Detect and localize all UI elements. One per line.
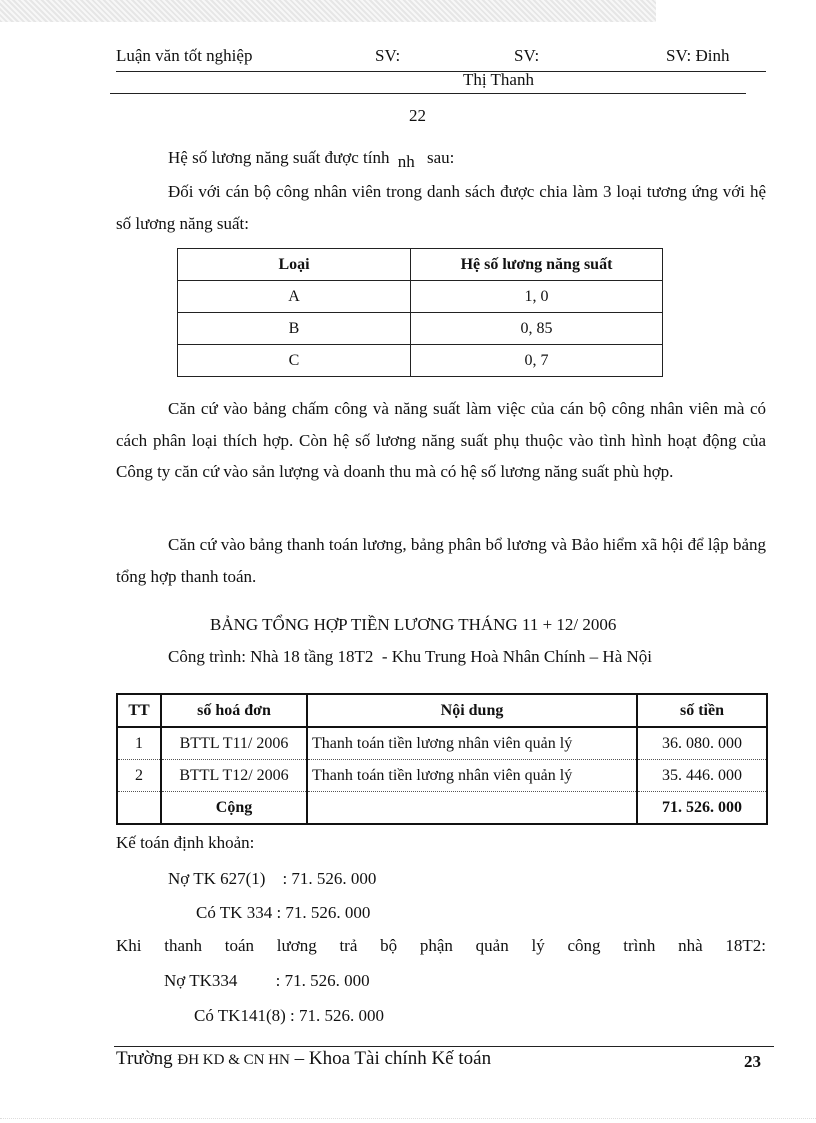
top-scan-band [0, 0, 656, 22]
summary-header-tt: TT [117, 694, 161, 727]
bottom-dotted-line [0, 1118, 816, 1119]
entry-khi-line: Khi thanh toán lương trả bộ phận quản lý công trình nhà 18T2: [116, 936, 766, 955]
coef-header-loai: Loại [178, 249, 411, 281]
summary-table [116, 693, 768, 825]
footer-page-number: 23 [744, 1052, 761, 1071]
footer-school-b: ĐH KD & CN HN [177, 1052, 290, 1068]
table-row [178, 281, 663, 313]
row-tt: 2 [117, 760, 161, 792]
coefficient-table [177, 248, 663, 377]
intro-line-1 [168, 148, 455, 171]
header-sv-3: SV: Đinh [666, 46, 730, 65]
total-label: Cộng [161, 792, 307, 825]
summary-subtitle: Công trình: Nhà 18 tầng 18T2 - Khu Trung Hoà Nhân Chính – Hà Nội [168, 647, 653, 666]
header-rule-bottom [110, 93, 746, 94]
entry-credit-2: Có TK141(8) : 71. 526. 000 [194, 1006, 384, 1025]
summary-header-amount: số tiền [637, 694, 767, 727]
row-invoice: BTTL T11/ 2006 [161, 727, 307, 760]
coef-value: 0, 85 [411, 313, 663, 345]
header-title: Luận văn tốt nghiệp [116, 46, 253, 65]
summary-total-row [117, 792, 767, 825]
coef-type: B [178, 313, 411, 345]
intro-text-a: Hệ số lương năng suất được tính [168, 148, 390, 167]
header-rule-top [116, 71, 766, 72]
coef-type: A [178, 281, 411, 313]
paragraph-2: Căn cứ vào bảng thanh toán lương, bảng phân bổ lương và Bảo hiểm xã hội để lập bảng tổng hợp thanh toán. [116, 535, 766, 586]
row-content: Thanh toán tiền lương nhân viên quản lý [307, 760, 637, 792]
summary-header-content: Nội dung [307, 694, 637, 727]
entry-debit-1: Nợ TK 627(1) : 71. 526. 000 [168, 869, 377, 888]
row-tt: 1 [117, 727, 161, 760]
coef-type: C [178, 345, 411, 377]
coef-value: 0, 7 [411, 345, 663, 377]
coef-header-heso: Hệ số lương năng suất [411, 249, 663, 281]
header-sv-1: SV: [375, 46, 401, 65]
table-row [178, 313, 663, 345]
paragraph-1: Căn cứ vào bảng chấm công và năng suất làm việc của cán bộ công nhân viên mà có cách phân loại thích hợp. Còn hệ số lương năng suất phụ thuộc vào tình hình hoạt động của Công ty căn cứ vào sản lượng và doanh thu mà có hệ số lương năng suất phù hợp. [116, 399, 766, 481]
footer-school-a: Trường [116, 1048, 173, 1069]
table-row [117, 760, 767, 792]
total-content-empty [307, 792, 637, 825]
total-value: 71. 526. 000 [637, 792, 767, 825]
row-amount: 36. 080. 000 [637, 727, 767, 760]
coef-header-row [178, 249, 663, 281]
entries-label: Kế toán định khoản: [116, 833, 255, 852]
entry-debit-2: Nợ TK334 : 71. 526. 000 [164, 971, 370, 990]
row-content: Thanh toán tiền lương nhân viên quản lý [307, 727, 637, 760]
row-amount: 35. 446. 000 [637, 760, 767, 792]
intro-text-b: sau: [427, 148, 455, 167]
footer-rule [114, 1046, 774, 1047]
total-tt-empty [117, 792, 161, 825]
entry-credit-1: Có TK 334 : 71. 526. 000 [196, 903, 371, 922]
header-sv-2: SV: [514, 46, 540, 65]
table-row [178, 345, 663, 377]
page-number-top: 22 [409, 106, 426, 125]
table-row [117, 727, 767, 760]
footer-school [116, 1048, 491, 1070]
summary-header-row [117, 694, 767, 727]
summary-title: BẢNG TỔNG HỢP TIỀN LƯƠNG THÁNG 11 + 12/ 2006 [210, 615, 617, 634]
coef-value: 1, 0 [411, 281, 663, 313]
summary-header-invoice: số hoá đơn [161, 694, 307, 727]
footer-school-c: – Khoa Tài chính Kế toán [294, 1048, 492, 1069]
row-invoice: BTTL T12/ 2006 [161, 760, 307, 792]
intro-sub: nh [397, 152, 415, 171]
header-name-line2: Thị Thanh [463, 70, 534, 89]
intro-paragraph: Đối với cán bộ công nhân viên trong danh sách được chia làm 3 loại tương ứng với hệ số lương năng suất: [116, 182, 766, 233]
